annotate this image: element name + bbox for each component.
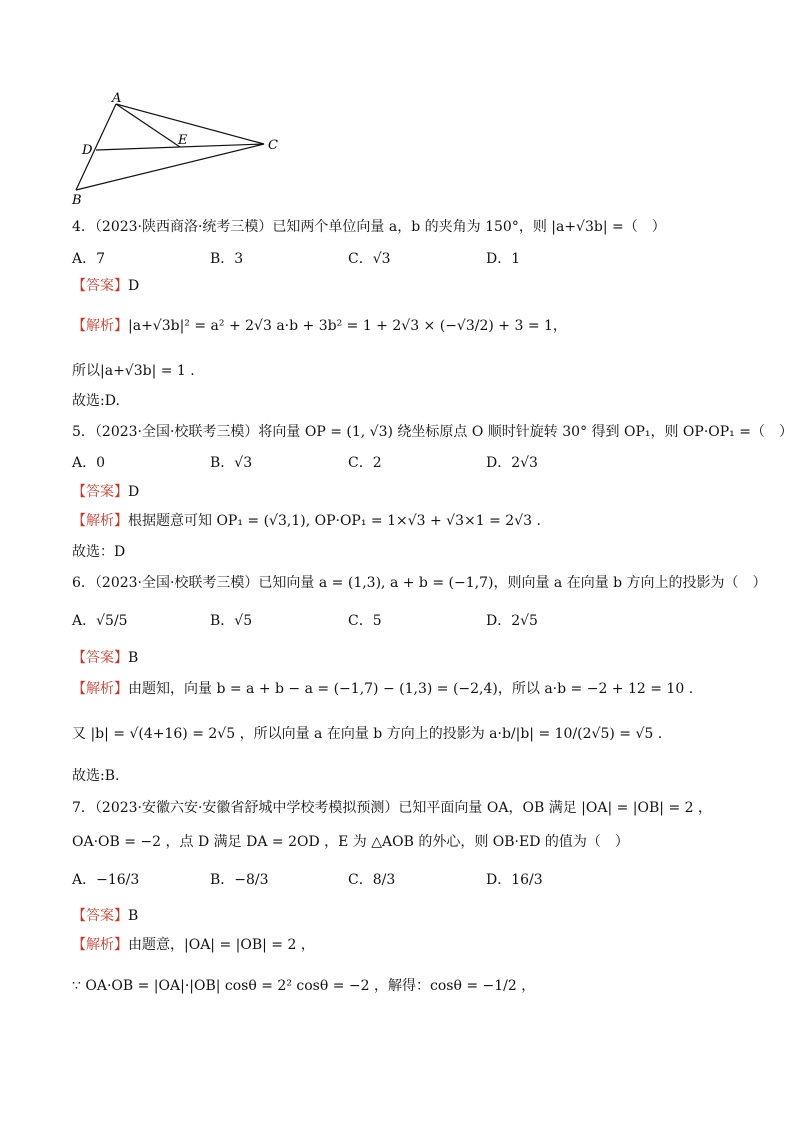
segment-AC: [116, 104, 264, 144]
q7-analysis-line-1: [72, 935, 315, 955]
q6-stem: 6．（2023·全国·校联考三模）已知向量 a = (1,3), a + b = (−1,7)，则向量 a 在向量 b 方向上的投影为（ ）: [72, 575, 767, 591]
label-B: B: [72, 193, 82, 208]
q5-stem: 5．（2023·全国·校联考三模）将向量 OP = (1, √3) 绕坐标原点 O 顺时针旋转 30° 得到 OP₁，则 OP·OP₁ =（ ）: [72, 424, 793, 440]
q6-option-a: A．√5/5: [72, 613, 128, 629]
q6-analysis-1: 由题知，向量 b = a + b − a = (−1,7) − (1,3) = (−2,4)，所以 a·b = −2 + 12 = 10 .: [128, 681, 694, 697]
q7-analysis-label: 【解析】: [72, 937, 128, 953]
q4-option-a: A．7: [72, 251, 106, 267]
q5-option-b: B．√3: [210, 455, 253, 471]
q6-option-b: B．√5: [210, 613, 253, 629]
triangle-figure: [60, 92, 300, 210]
q7-option-d: D．16/3: [486, 872, 543, 888]
q6-answer-label: 【答案】: [72, 650, 128, 666]
label-E: E: [178, 133, 188, 148]
q5-option-a: A．0: [72, 455, 106, 471]
q6-analysis-line-2: 又 |b| = √(4+16) = 2√5 ，所以向量 a 在向量 b 方向上的投影为 a·b/|b| = 10/(2√5) = √5 .: [72, 726, 663, 742]
q7-option-b: B．−8/3: [210, 872, 269, 888]
q7-analysis-1: 由题意，|OA| = |OB| = 2 ，: [128, 937, 315, 953]
q6-options: [72, 611, 732, 631]
q7-analysis-line-2: ∵ OA·OB = |OA|·|OB| cosθ = 2² cosθ = −2 ，解得：cosθ = −1/2 ，: [72, 978, 536, 994]
q5-answer-line: [72, 482, 139, 502]
q5-answer-label: 【答案】: [72, 484, 128, 500]
q6-answer-line: [72, 648, 138, 668]
q4-answer-label: 【答案】: [72, 278, 128, 294]
q7-option-c: C．8/3: [348, 872, 396, 888]
q7-option-a: A．−16/3: [72, 872, 140, 888]
q7-answer-line: [72, 906, 138, 926]
q7-stem-line-1: 7．（2023·安徽六安·安徽省舒城中学校考模拟预测）已知平面向量 OA，OB 满足 |OA| = |OB| = 2 ，: [72, 800, 712, 816]
q4-analysis-1: |a+√3b|² = a² + 2√3 a·b + 3b² = 1 + 2√3 × (−√3/2) + 3 = 1，: [128, 318, 567, 334]
segment-BC: [76, 144, 264, 190]
q4-analysis-label: 【解析】: [72, 318, 128, 334]
q5-options: [72, 453, 732, 473]
q7-stem-line-2: OA·OB = −2 ，点 D 满足 DA = 2OD ，E 为 △AOB 的外心，则 OB·ED 的值为（ ）: [72, 834, 629, 850]
q4-option-c: C．√3: [348, 251, 391, 267]
q5-analysis-1: 根据题意可知 OP₁ = (√3,1), OP·OP₁ = 1×√3 + √3×1 = 2√3 .: [128, 513, 541, 529]
q4-analysis-line-1: [72, 316, 567, 336]
q5-analysis-line-1: [72, 511, 541, 531]
q5-option-c: C．2: [348, 455, 382, 471]
q6-option-d: D．2√5: [486, 613, 538, 629]
q4-option-d: D．1: [486, 251, 521, 267]
label-C: C: [268, 138, 278, 153]
q5-answer: D: [128, 484, 140, 500]
q6-conclusion: 故选:B.: [72, 768, 120, 784]
q5-analysis-label: 【解析】: [72, 513, 128, 529]
label-D: D: [82, 143, 93, 158]
q4-analysis-line-2: 所以|a+√3b| = 1 .: [72, 363, 195, 379]
q5-option-d: D．2√3: [486, 455, 538, 471]
q7-answer: B: [128, 908, 139, 924]
q4-stem: 4．（2023·陕西商洛·统考三模）已知两个单位向量 a，b 的夹角为 150°，则 |a+√3b| =（ ）: [72, 219, 666, 235]
q6-analysis-label: 【解析】: [72, 681, 128, 697]
q7-options: [72, 870, 732, 890]
q6-analysis-line-1: [72, 679, 693, 699]
q4-answer-line: [72, 276, 139, 296]
q4-answer: D: [128, 278, 140, 294]
q7-answer-label: 【答案】: [72, 908, 128, 924]
q4-options: [72, 249, 732, 269]
q5-conclusion: 故选：D: [72, 544, 126, 560]
q6-answer: B: [128, 650, 139, 666]
q4-conclusion: 故选:D.: [72, 393, 120, 409]
label-A: A: [112, 92, 122, 106]
segment-AE: [116, 104, 180, 147]
q6-option-c: C．5: [348, 613, 382, 629]
q4-option-b: B．3: [210, 251, 244, 267]
